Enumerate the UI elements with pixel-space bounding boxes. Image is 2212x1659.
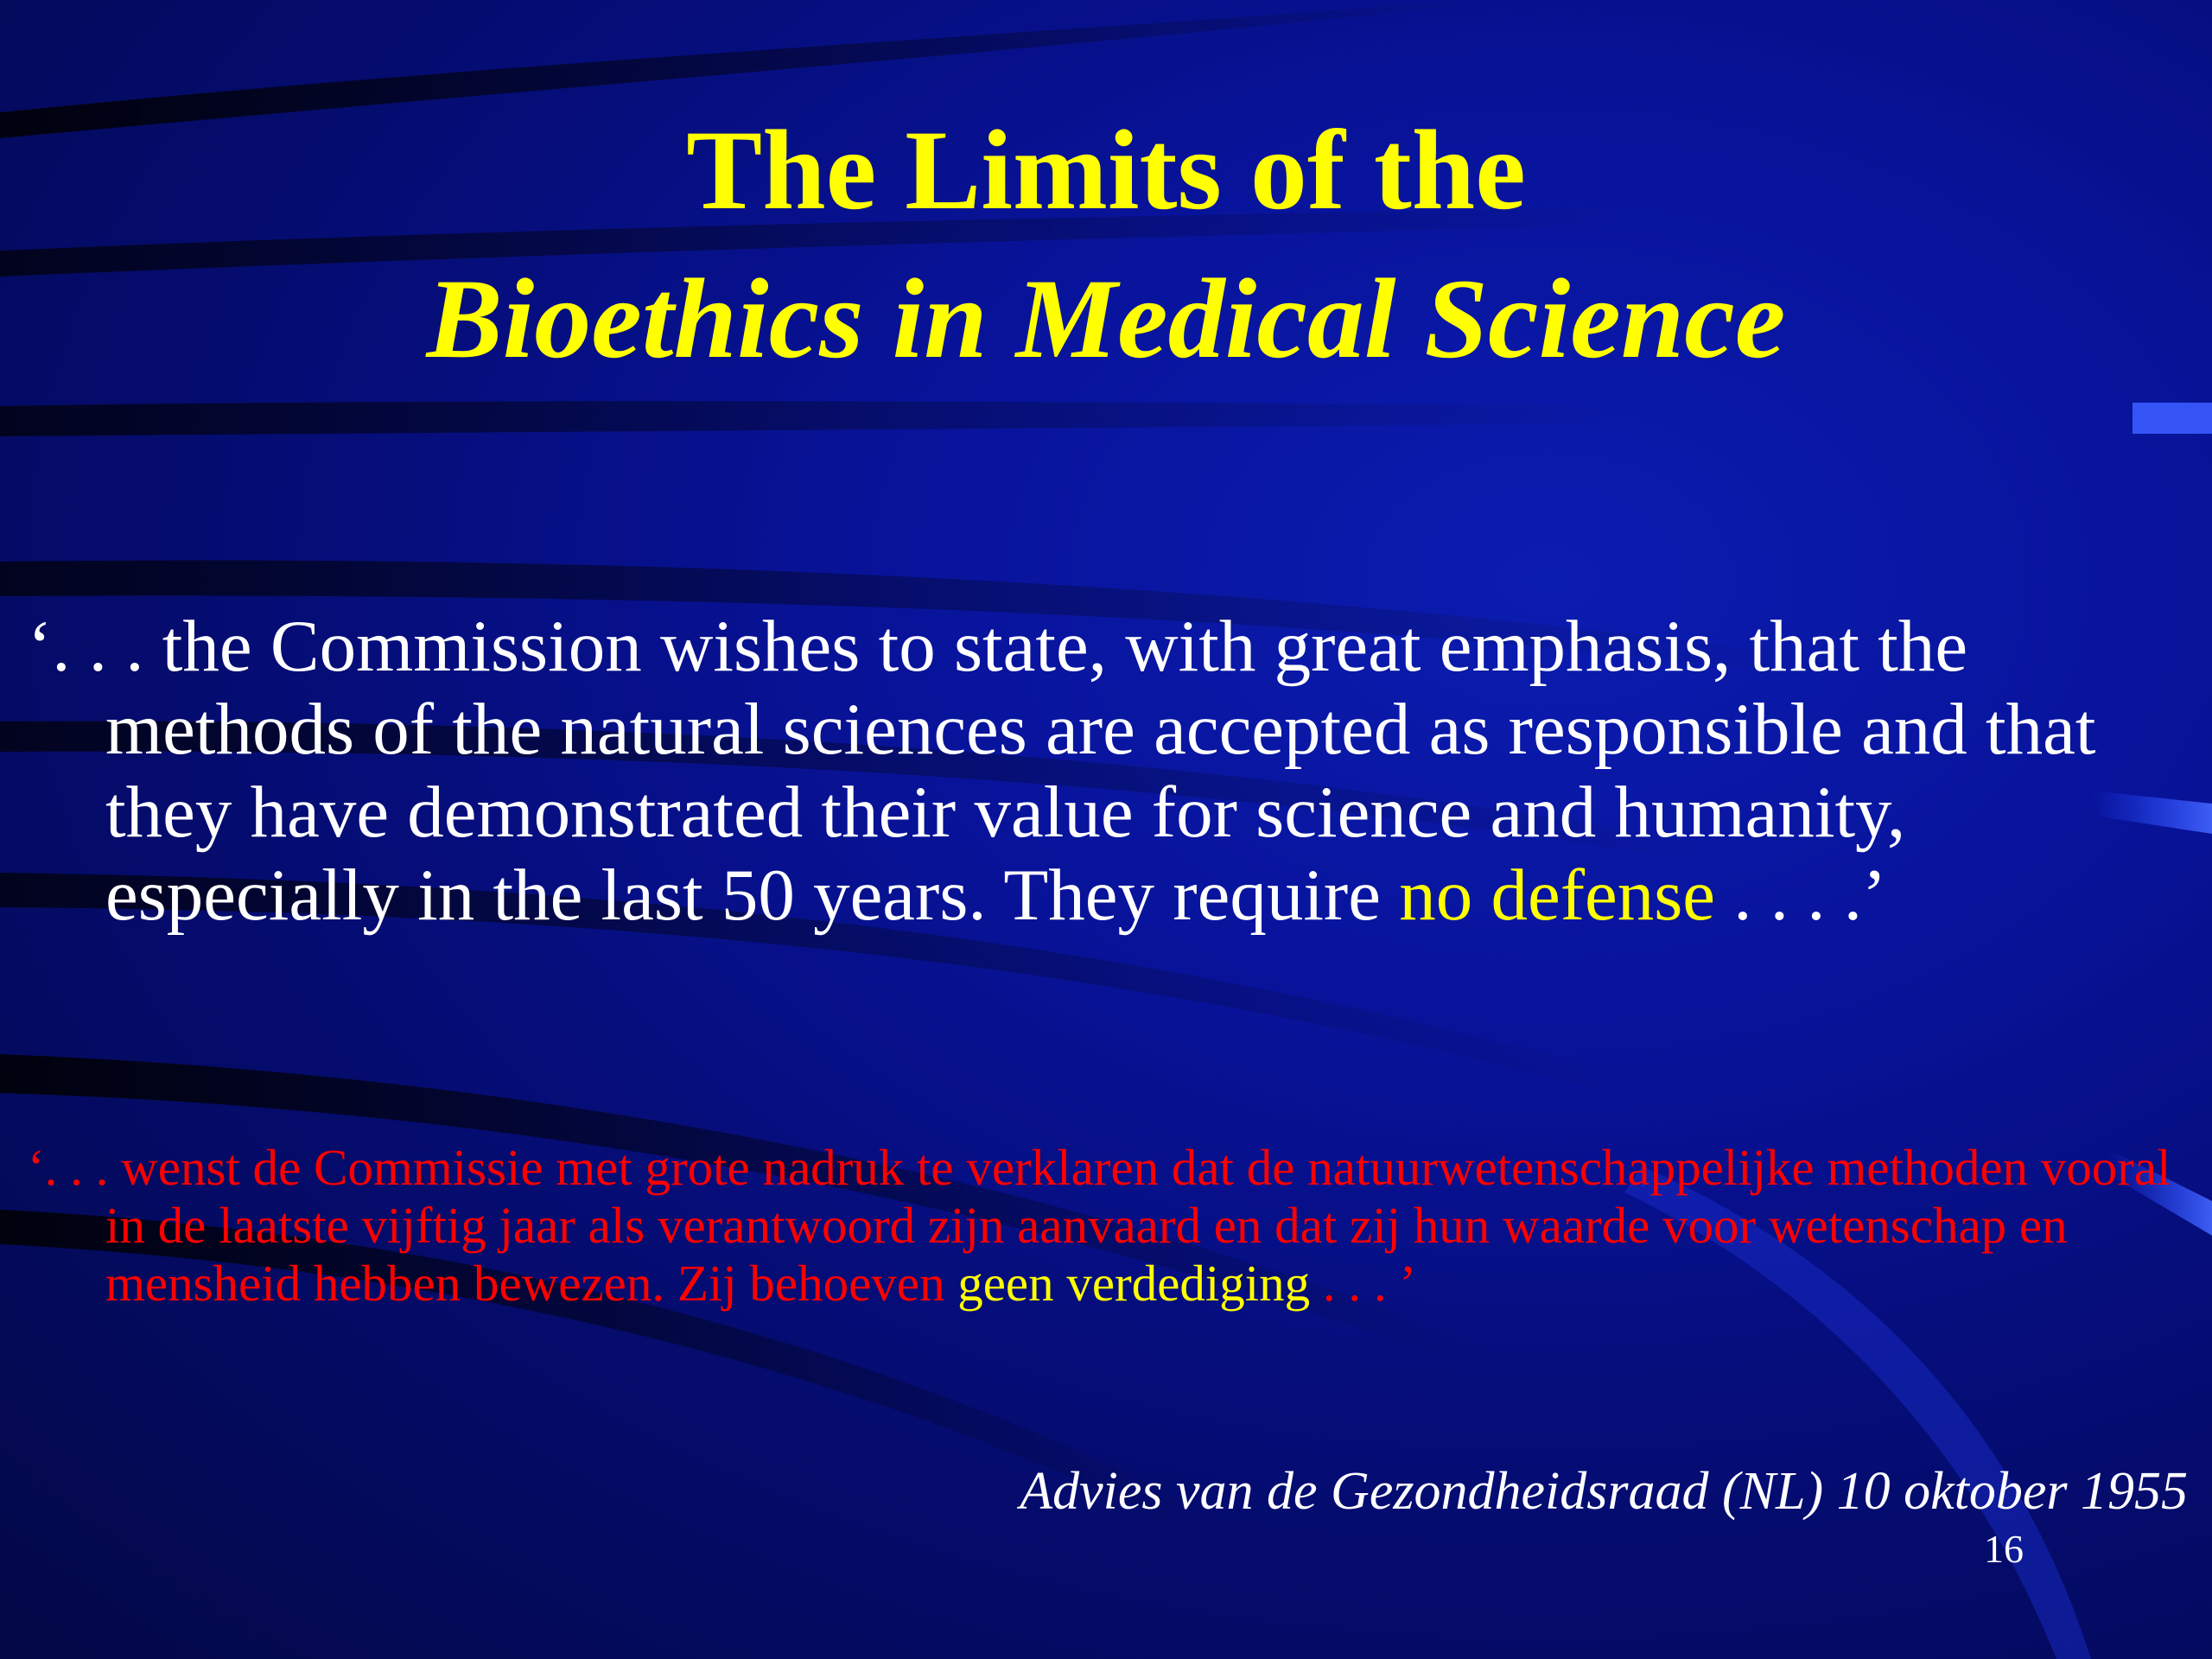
slide-title-line2: Bioethics in Medical Science <box>426 255 1786 382</box>
english-quote-text: ‘. . . the Commission wishes to state, with great emphasis, that the methods of the natural sciences are accepted as responsible and that they have demonstrated their value for science and humanity, especially in the last 50 years. They require <box>28 606 2096 936</box>
dutch-quote <box>28 1139 2179 1313</box>
streak <box>0 401 1642 436</box>
slide-title-line1: The Limits of the <box>686 106 1526 233</box>
accent-bar <box>2133 403 2212 434</box>
english-quote-ending: . . . .’ <box>1715 855 1887 936</box>
dutch-quote-highlight: geen verdediging <box>957 1255 1311 1312</box>
english-quote <box>28 605 2179 937</box>
source-citation: Advies van de Gezondheidsraad (NL) 10 oktober 1955 <box>1020 1462 2188 1521</box>
english-quote-highlight: no defense <box>1399 855 1716 936</box>
dutch-quote-text: ‘. . . wenst de Commissie met grote nadruk te verklaren dat de natuurwetenschappelijke methoden vooral in de laatste vijftig jaar als verantwoord zijn aanvaard en dat zij hun waarde voor wetenschap en mensheid hebben bewezen. Zij behoeven <box>28 1139 2171 1312</box>
dutch-quote-ending: . . . ’ <box>1310 1255 1417 1312</box>
slide-page-number: 16 <box>1984 1527 2024 1571</box>
